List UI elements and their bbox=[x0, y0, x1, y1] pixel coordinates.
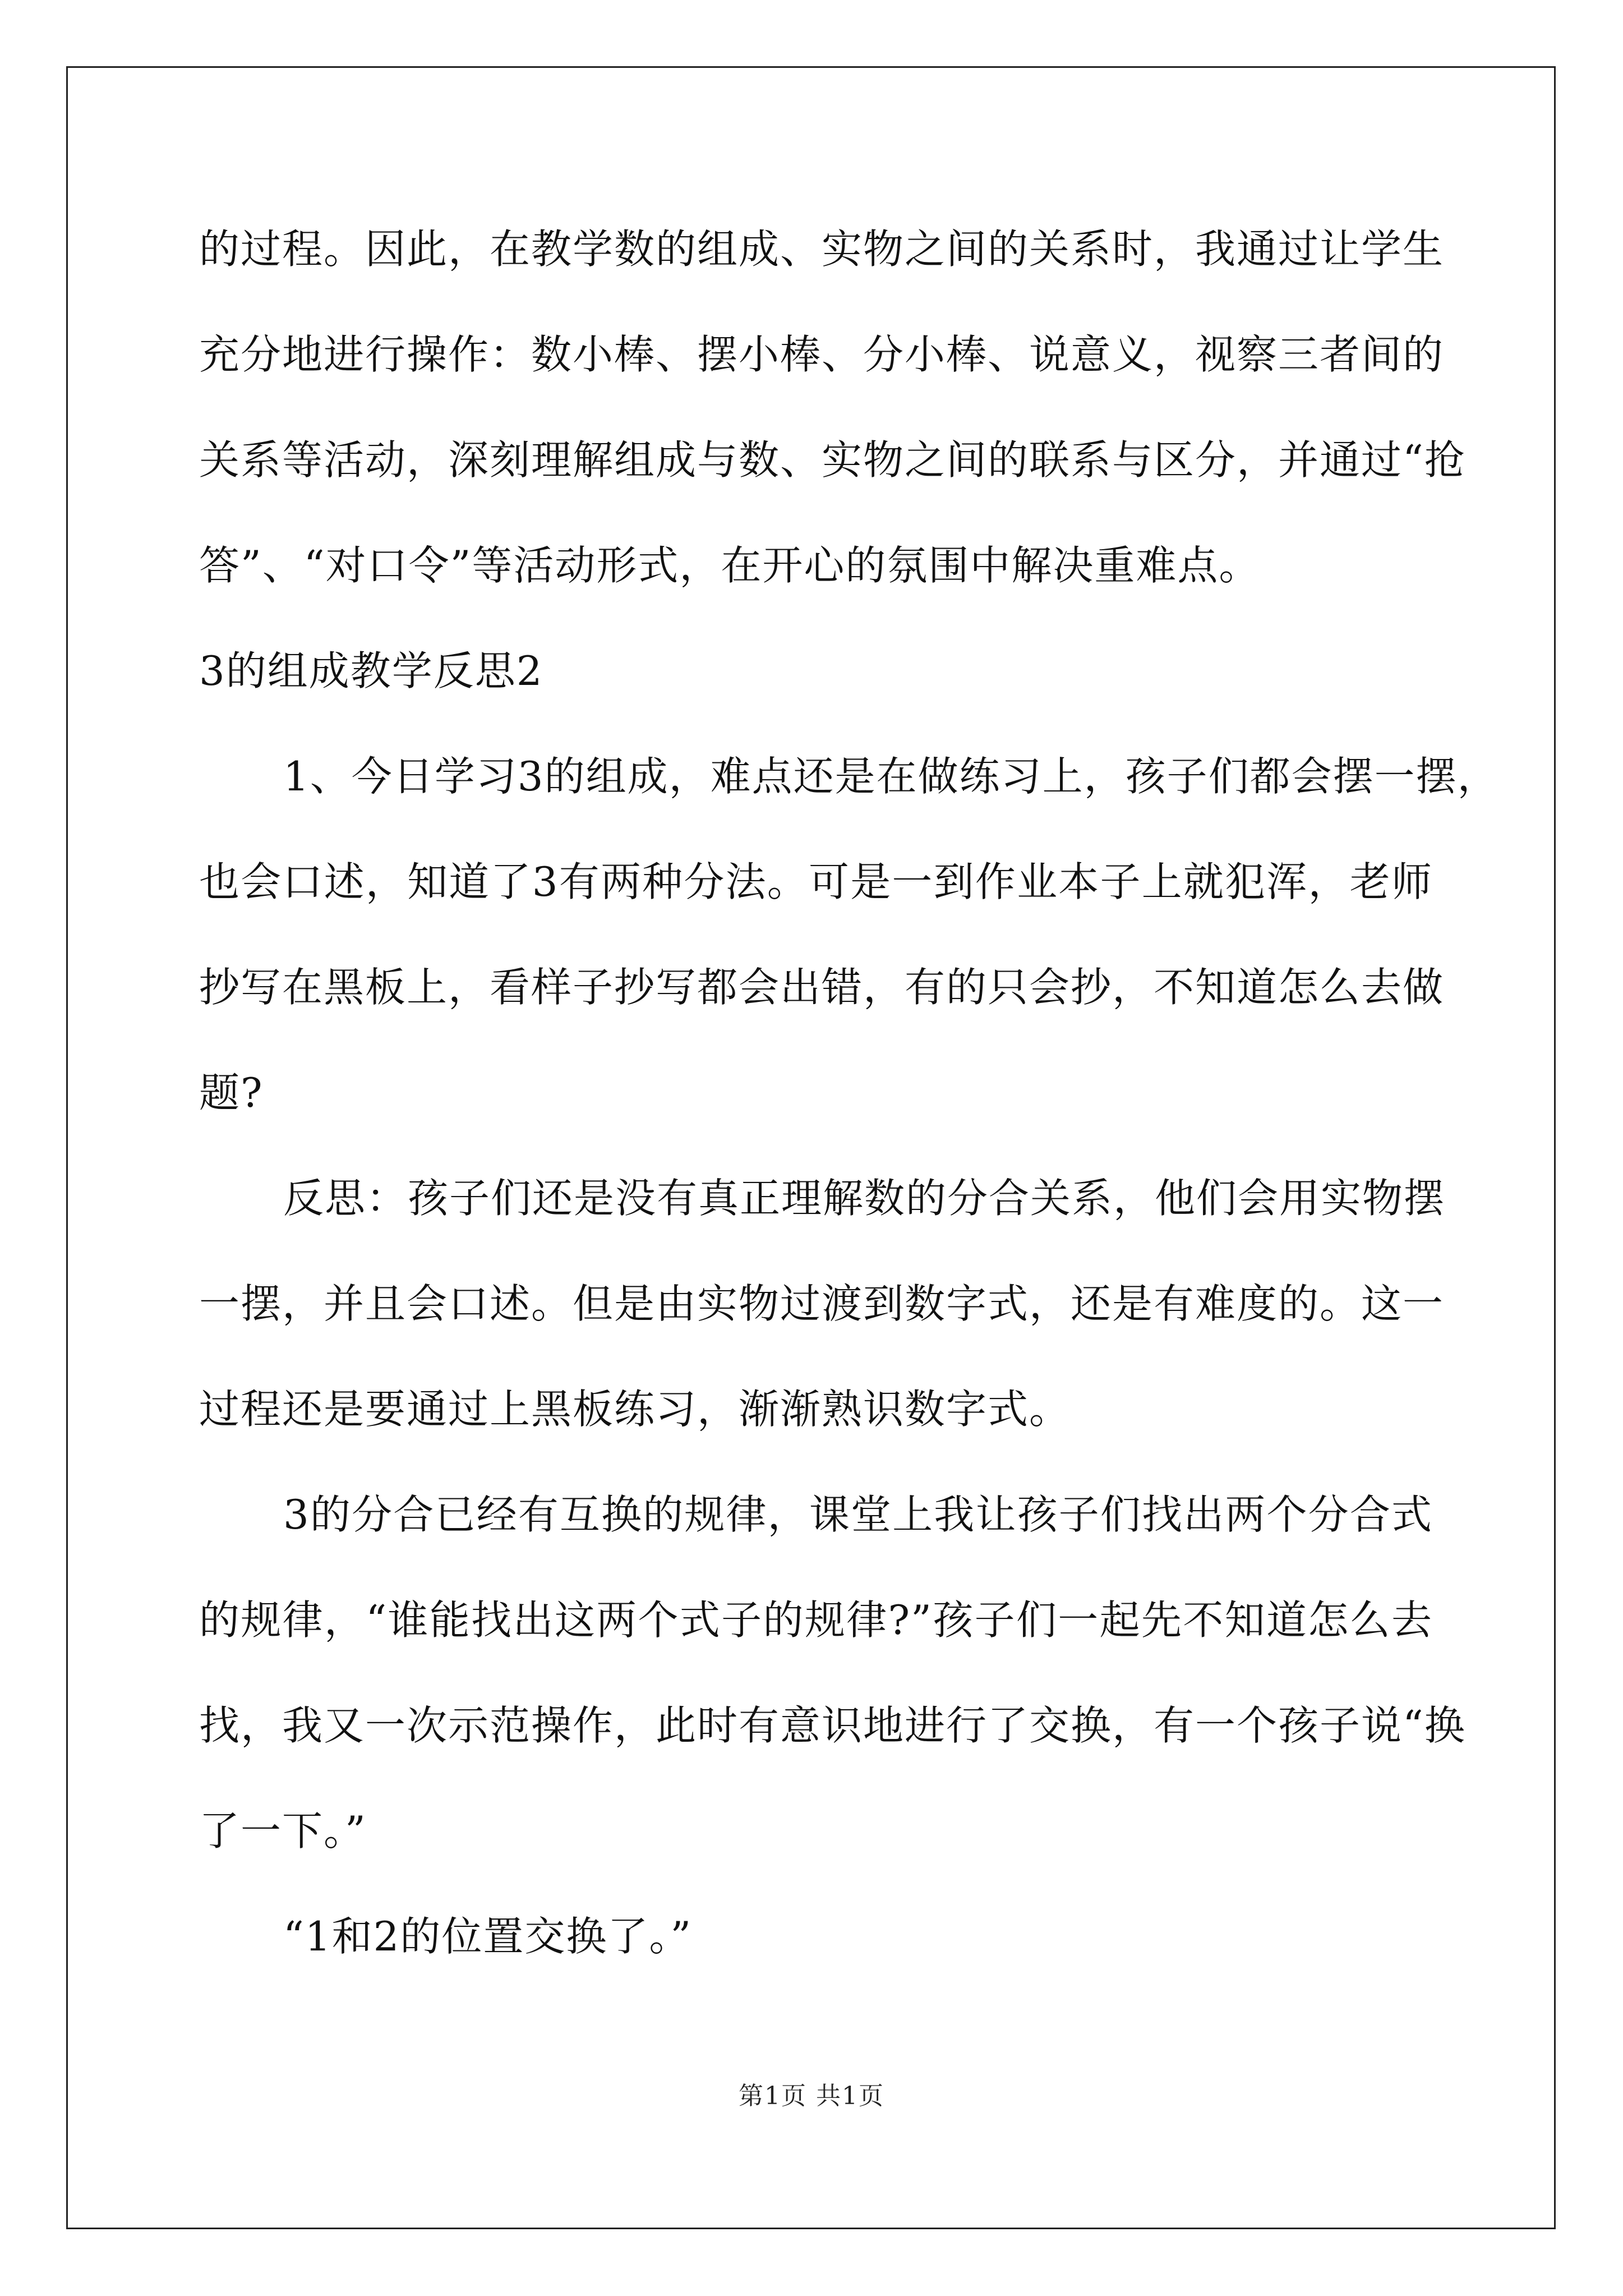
paragraph-line: 答”、“对口令”等活动形式，在开心的氛围中解决重难点。 bbox=[199, 542, 1261, 589]
section-heading: 3的组成教学反思2 bbox=[199, 647, 543, 694]
paragraph-line: 关系等活动，深刻理解组成与数、实物之间的联系与区分，并通过“抢 bbox=[199, 436, 1466, 484]
paragraph-line: 充分地进行操作：数小棒、摆小棒、分小棒、说意义，视察三者间的 bbox=[199, 331, 1445, 378]
paragraph-line: 了一下。” bbox=[199, 1807, 367, 1855]
document-body bbox=[199, 213, 1499, 2006]
paragraph-line: 1、今日学习3的组成，难点还是在做练习上，孩子们都会摆一摆， bbox=[283, 753, 1499, 800]
paragraph-line: 抄写在黑板上，看样子抄写都会出错，有的只会抄，不知道怎么去做 bbox=[199, 964, 1445, 1011]
paragraph-line: 的过程。因此，在教学数的组成、实物之间的关系时，我通过让学生 bbox=[199, 226, 1445, 273]
paragraph-line: 找，我又一次示范操作，此时有意识地进行了交换，有一个孩子说“换 bbox=[199, 1702, 1466, 1749]
paragraph-line: 过程还是要通过上黑板练习，渐渐熟识数字式。 bbox=[199, 1386, 1071, 1433]
paragraph-line: 的规律，“谁能找出这两个式子的规律?”孩子们一起先不知道怎么去 bbox=[199, 1596, 1433, 1644]
paragraph-line: 3的分合已经有互换的规律，课堂上我让孩子们找出两个分合式 bbox=[283, 1491, 1433, 1538]
paragraph-line: 一摆，并且会口述。但是由实物过渡到数字式，还是有难度的。这一 bbox=[199, 1280, 1445, 1327]
paragraph-line: 反思：孩子们还是没有真正理解数的分合关系，他们会用实物摆 bbox=[283, 1175, 1446, 1222]
paragraph-line: 也会口述，知道了3有两种分法。可是一到作业本子上就犯浑，老师 bbox=[199, 858, 1433, 905]
paragraph-line: “1和2的位置交换了。” bbox=[283, 1913, 693, 1960]
page-footer: 第1页 共1页 bbox=[739, 2082, 884, 2110]
paragraph-line: 题? bbox=[199, 1069, 264, 1116]
